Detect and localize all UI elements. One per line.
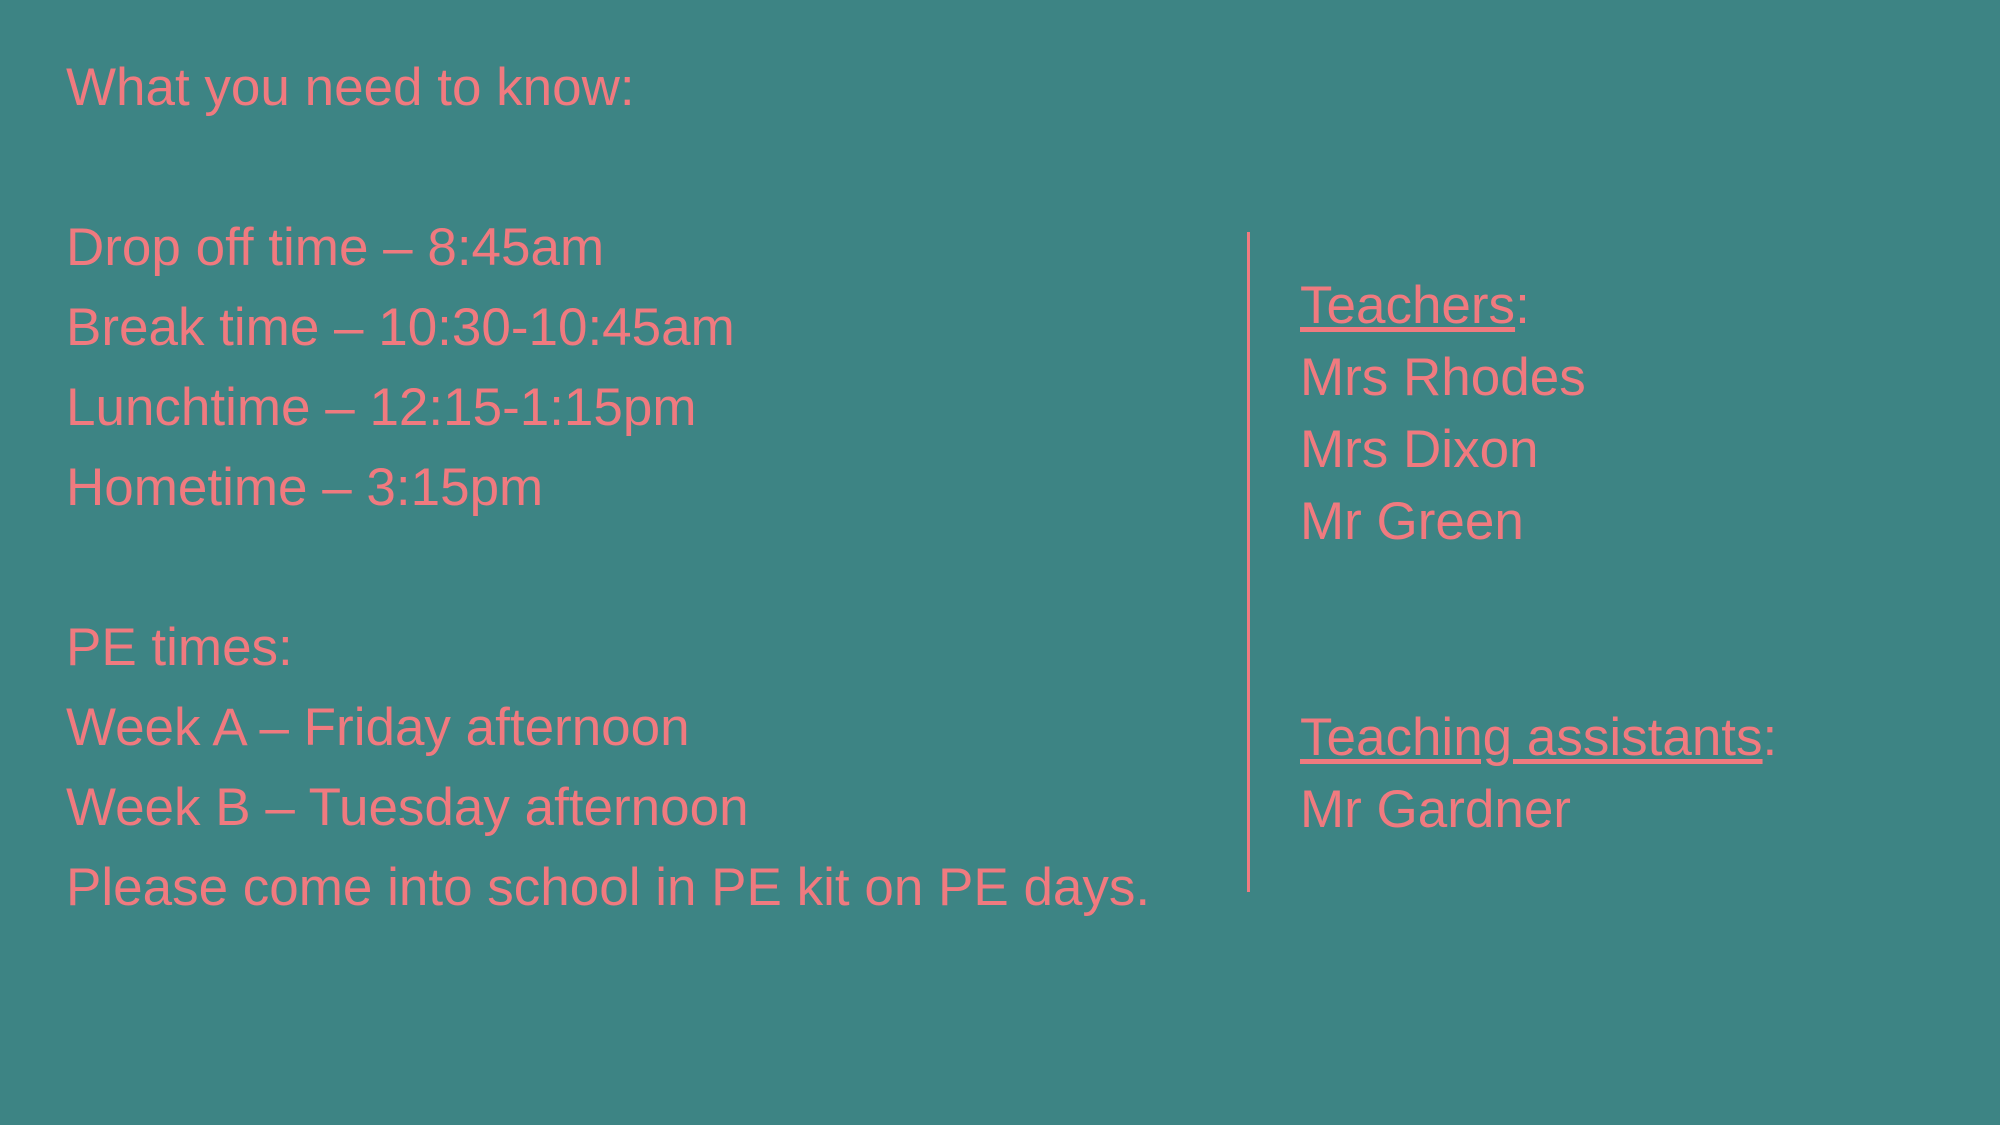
teacher-name-1: Mrs Rhodes [1300, 348, 1586, 407]
teacher-name-3: Mr Green [1300, 492, 1524, 551]
teaching-assistants-heading-label: Teaching assistants [1300, 708, 1763, 767]
teachers-heading-colon: : [1515, 276, 1530, 335]
left-column [66, 48, 1216, 928]
teachers-heading [1300, 270, 1940, 342]
teacher-name-2: Mrs Dixon [1300, 420, 1539, 479]
pe-kit-note: Please come into school in PE kit on PE days. [66, 858, 1151, 917]
right-column [1300, 270, 1940, 846]
spacer [66, 528, 1216, 608]
spacer [1300, 630, 1940, 702]
pe-line-week-b: Week B – Tuesday afternoon [66, 778, 749, 837]
schedule-line-hometime: Hometime – 3:15pm [66, 458, 544, 517]
schedule-line-drop-off: Drop off time – 8:45am [66, 218, 605, 277]
schedule-line-break: Break time – 10:30-10:45am [66, 298, 735, 357]
teaching-assistants-heading [1300, 702, 1940, 774]
teachers-heading-label: Teachers [1300, 276, 1516, 335]
spacer [1300, 558, 1940, 630]
slide-heading: What you need to know: [66, 58, 635, 117]
pe-line-week-a: Week A – Friday afternoon [66, 698, 690, 757]
pe-times-heading: PE times: [66, 618, 293, 677]
spacer [66, 128, 1216, 208]
vertical-divider [1247, 232, 1250, 892]
teaching-assistants-heading-colon: : [1762, 708, 1778, 767]
schedule-line-lunch: Lunchtime – 12:15-1:15pm [66, 378, 697, 437]
teaching-assistant-name-1: Mr Gardner [1300, 780, 1571, 839]
